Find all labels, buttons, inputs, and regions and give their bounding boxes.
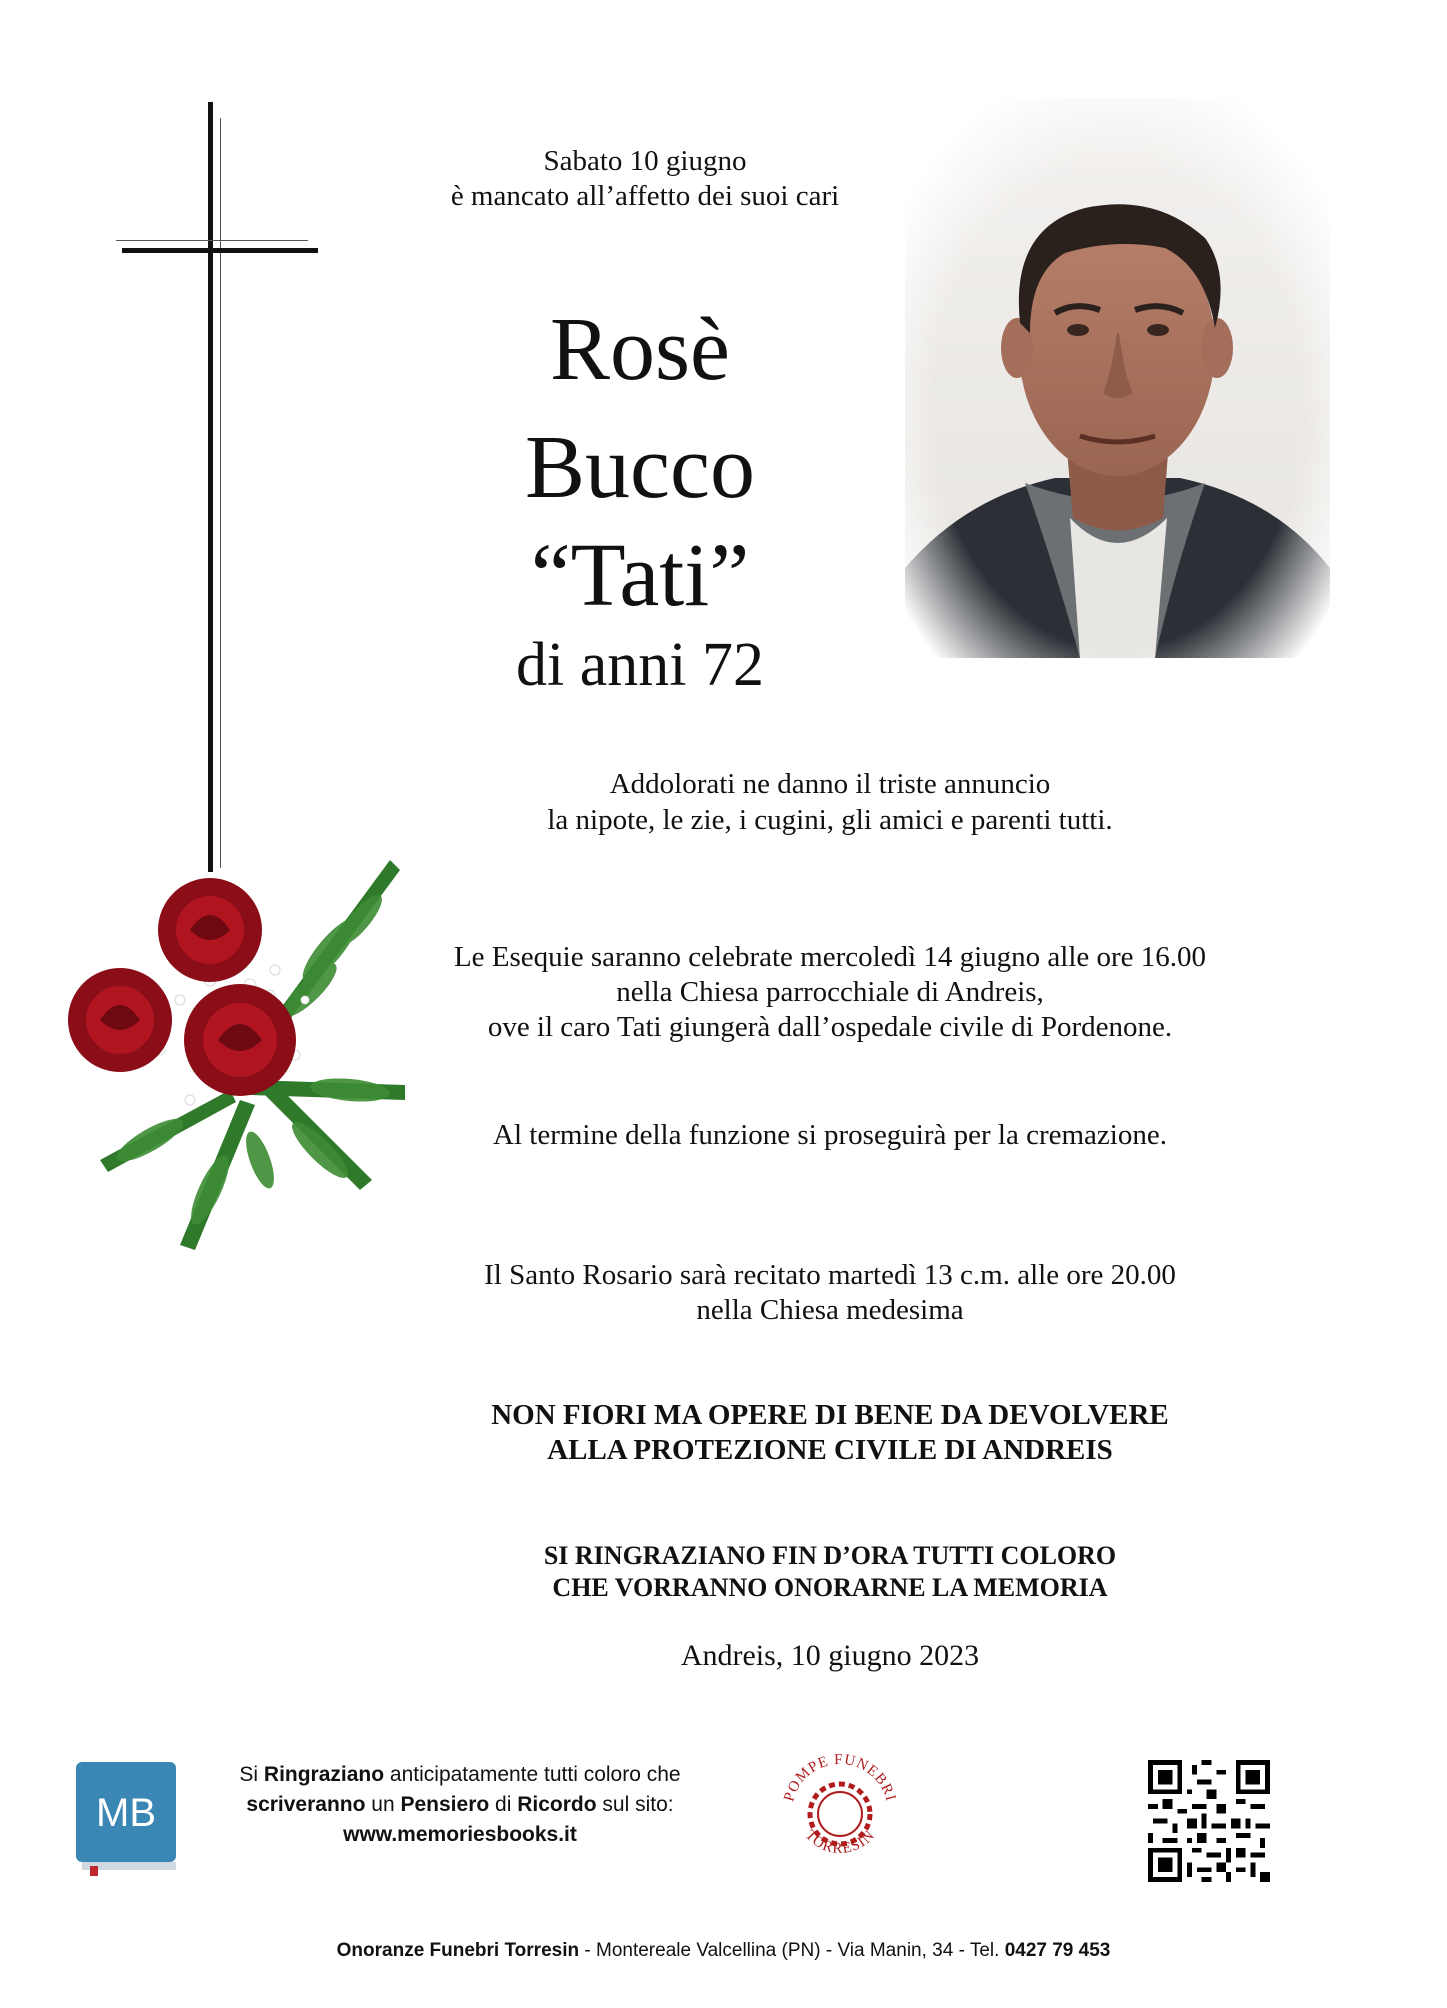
rosary-line: nella Chiesa medesima (696, 1294, 964, 1326)
deceased-nickname: “Tati” (530, 526, 750, 625)
death-date-intro (360, 144, 930, 214)
deceased-last-name: Bucco (525, 418, 755, 517)
funeral-home-address: - Montereale Valcellina (PN) - Via Manin, 34 - Tel. (579, 1940, 1005, 1961)
cross-vertical-shadow (220, 118, 221, 868)
footer-text: anticipatamente tutti coloro che (384, 1763, 681, 1786)
place-and-date: Andreis, 10 giugno 2023 (680, 1639, 980, 1672)
funeral-home-name: Onoranze Funebri Torresin (336, 1940, 580, 1961)
cremation-note: Al termine della funzione si proseguirà per la cremazione. (493, 1119, 1167, 1151)
funeral-line: ove il caro Tati giungerà dall’ospedale civile di Pordenone. (487, 1011, 1173, 1043)
pompe-funebri-seal (770, 1742, 910, 1882)
deceased-first-name: Rosè (550, 300, 730, 399)
seal-bottom-text: TORRESIN (801, 1827, 879, 1858)
footer-text: un (365, 1793, 401, 1816)
thanks-note (420, 1540, 1240, 1604)
funeral-line: nella Chiesa parrocchiale di Andreis, (616, 976, 1044, 1008)
footer-website-line (200, 1820, 720, 1850)
announcement (420, 766, 1240, 838)
footer-text: sul sito: (596, 1793, 674, 1816)
footer-msg-line-2 (200, 1790, 720, 1820)
footer-bold: Ricordo (517, 1793, 597, 1816)
footer-bold: Ringraziano (263, 1763, 385, 1786)
deceased-age: di anni 72 (516, 631, 764, 699)
rose-bouquet-icon (60, 860, 420, 1250)
logo-text: MB (96, 1791, 156, 1835)
seal-top-text: POMPE FUNEBRI (781, 1751, 899, 1804)
website-link[interactable]: www.memoriesbooks.it (343, 1823, 577, 1846)
intro-phrase: è mancato all’affetto dei suoi cari (450, 180, 840, 212)
footer-bold: scriveranno (246, 1793, 366, 1816)
footer-msg-line-1 (200, 1760, 720, 1790)
announcement-line: la nipote, le zie, i cugini, gli amici e parenti tutti. (547, 804, 1113, 836)
funeral-details (380, 940, 1280, 1045)
footer-bold: Pensiero (400, 1793, 490, 1816)
intro-date: Sabato 10 giugno (543, 145, 747, 177)
rosary-line: Il Santo Rosario sarà recitato martedì 13 c.m. alle ore 20.00 (484, 1259, 1176, 1291)
cross-horizontal-bar (122, 248, 318, 253)
thanks-line: CHE VORRANNO ONORARNE LA MEMORIA (552, 1573, 1108, 1602)
memoriesbooks-logo[interactable] (76, 1762, 176, 1876)
svg-text:POMPE FUNEBRI (781, 1752, 898, 1804)
announcement-line: Addolorati ne danno il triste annuncio (609, 768, 1051, 800)
no-flowers-request (380, 1398, 1280, 1468)
funeral-line: Le Esequie saranno celebrate mercoledì 14 giugno alle ore 16.00 (453, 941, 1207, 973)
footer-text: di (489, 1793, 518, 1816)
no-flowers-line: NON FIORI MA OPERE DI BENE DA DEVOLVERE (491, 1399, 1169, 1431)
portrait-photo (905, 98, 1330, 658)
svg-text:TORRESIN (802, 1827, 879, 1857)
no-flowers-line: ALLA PROTEZIONE CIVILE DI ANDREIS (547, 1434, 1113, 1466)
thanks-line: SI RINGRAZIANO FIN D’ORA TUTTI COLORO (543, 1541, 1117, 1570)
cross-vertical-bar (208, 102, 213, 872)
rose (158, 878, 262, 982)
funeral-home-phone[interactable]: 0427 79 453 (1004, 1940, 1111, 1961)
footer-thanks-message (200, 1760, 720, 1850)
rosary-details (380, 1258, 1280, 1328)
funeral-home-info (120, 1938, 1327, 1964)
footer-text: Si (239, 1763, 264, 1786)
cross-horizontal-shadow (116, 240, 308, 241)
qr-code[interactable] (1148, 1760, 1270, 1882)
